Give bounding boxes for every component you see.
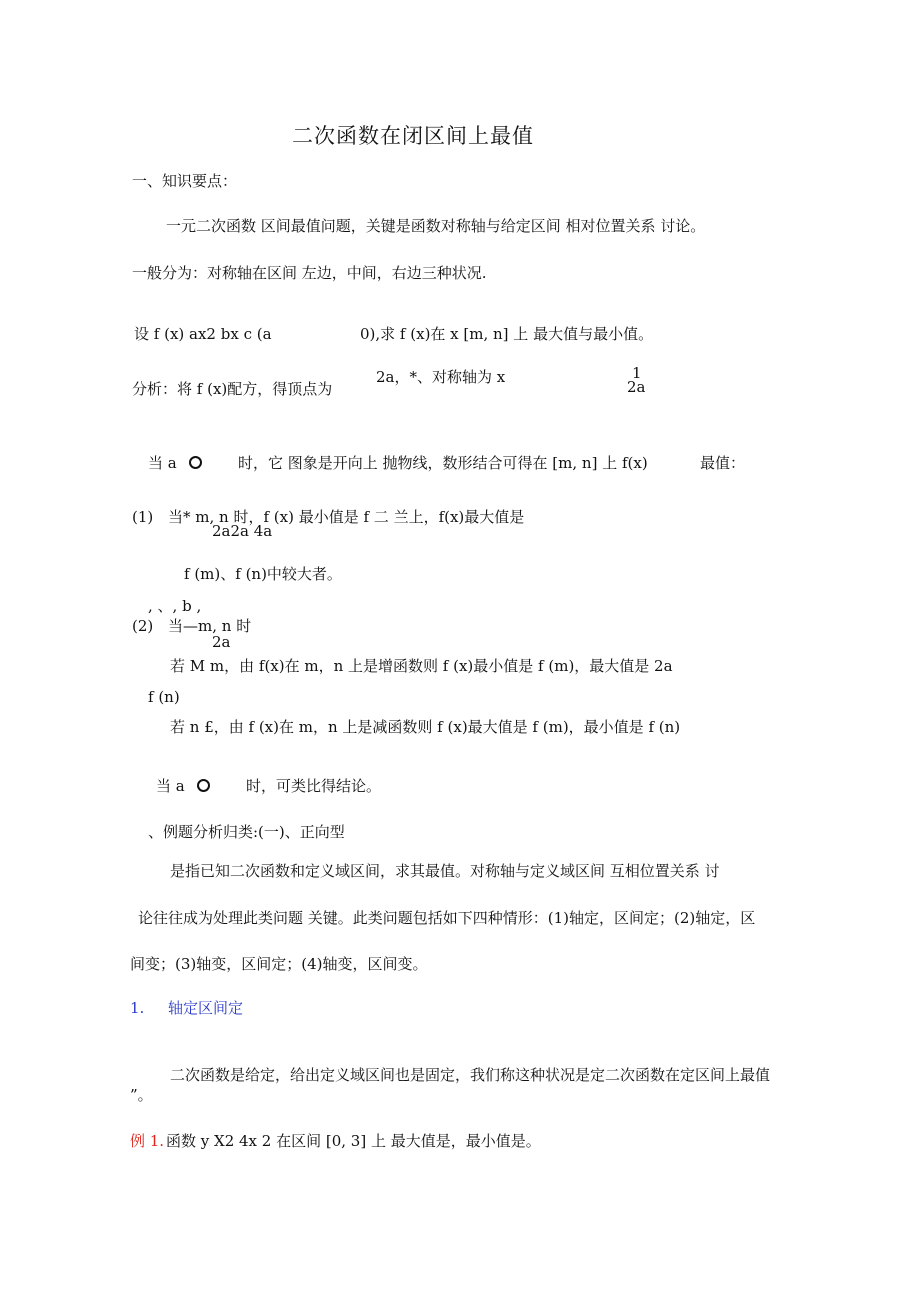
doc-title: 二次函数在闭区间上最值 xyxy=(292,124,534,148)
case2-decreasing: 若 n £，由 f (x)在 m，n 上是减函数则 f (x)最大值是 f (m)，最小值是 f (n) xyxy=(170,718,681,736)
circle-symbol-icon xyxy=(189,456,202,469)
problem-setup-part2: 0),求 f (x)在 x [m, n] 上 最大值与最小值。 xyxy=(360,325,654,343)
case-a-positive-label: 当 a xyxy=(148,454,177,472)
case1-subscript: 2a2a 4a xyxy=(212,522,273,540)
paragraph-fixed-case: 二次函数是给定，给出定义域区间也是固定，我们称这种状况是定二次函数在定区间上最值 xyxy=(170,1066,771,1084)
paragraph-intro: 一元二次函数 区间最值问题，关键是函数对称轴与给定区间 相对位置关系 讨论。 xyxy=(166,217,706,235)
case1-continuation: f (m)、f (n)中较大者。 xyxy=(184,565,342,583)
example-label: 例 1. xyxy=(130,1132,165,1150)
case-a-negative-label: 当 a xyxy=(156,777,185,795)
case-a-positive-text: 时，它 图象是开向上 抛物线，数形结合可得在 [m, n] 上 f(x) xyxy=(238,454,648,472)
problem-setup-part1: 设 f (x) ax2 bx c (a xyxy=(134,325,272,343)
axis-fraction-denominator: 2a xyxy=(627,378,646,396)
analysis-vertex: 2a，*、对称轴为 x xyxy=(376,368,506,386)
subsection-number: 1. xyxy=(130,999,145,1017)
case2-text: 当—m, n 时 xyxy=(168,617,252,635)
paragraph-definition-3: 间变；(3)轴变，区间定；(4)轴变，区间变。 xyxy=(130,955,428,973)
case-a-negative-text: 时，可类比得结论。 xyxy=(246,777,382,795)
subsection-title: 轴定区间定 xyxy=(168,999,244,1017)
case-a-positive-end: 最值： xyxy=(700,454,746,472)
case2-subscript: 2a xyxy=(212,633,231,651)
analysis-text: 分析：将 f (x)配方，得顶点为 xyxy=(132,380,333,398)
case2-prefix: , 、, b , xyxy=(148,597,202,615)
circle-symbol-icon xyxy=(197,779,210,792)
paragraph-definition-1: 是指已知二次函数和定义域区间，求其最值。对称轴与定义域区间 互相位置关系 讨 xyxy=(170,862,720,880)
section-heading-examples: 、例题分析归类:(一)、正向型 xyxy=(148,823,345,841)
case2-increasing-max: f (n) xyxy=(148,688,180,706)
case1-text: 当* m, n 时，f (x) 最小值是 f 二 兰上，f(x)最大值是 xyxy=(168,508,525,526)
case2-label: (2) xyxy=(132,617,154,635)
paragraph-cases: 一般分为：对称轴在区间 左边，中间，右边三种状况. xyxy=(132,264,487,282)
axis-fraction-numerator: 1 xyxy=(632,364,642,382)
case1-label: (1) xyxy=(132,508,154,526)
paragraph-definition-2: 论往往成为处理此类问题 关键。此类问题包括如下四种情形：(1)轴定，区间定；(2)轴定，区 xyxy=(138,909,756,927)
section-heading-knowledge: 一、知识要点： xyxy=(132,172,238,190)
example-text: 函数 y X2 4x 2 在区间 [0, 3] 上 最大值是，最小值是。 xyxy=(166,1132,541,1150)
paragraph-fixed-case-end: ”。 xyxy=(130,1086,153,1104)
case2-increasing: 若 M m，由 f(x)在 m，n 上是增函数则 f (x)最小值是 f (m)，最大值是 2a xyxy=(170,657,673,675)
